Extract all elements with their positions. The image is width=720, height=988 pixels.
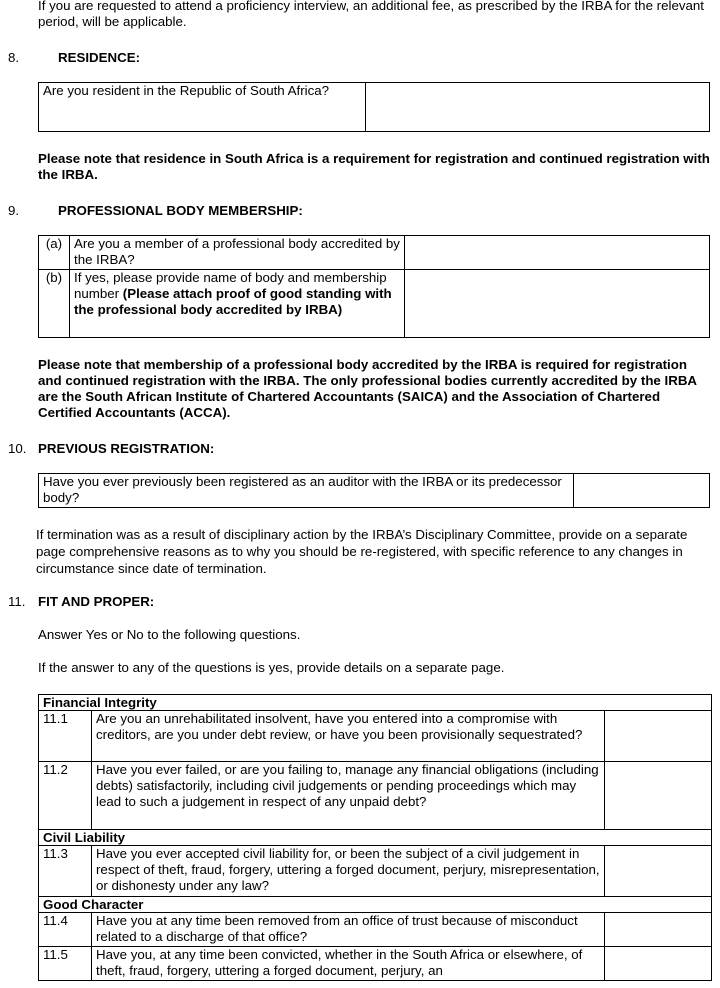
membership-row-b-label: (b) [39, 270, 70, 338]
fit-and-proper-table [38, 694, 712, 981]
question-11-1-text: Are you an unrehabilitated insolvent, have you entered into a compromise with creditors, are you under debt review, or have you been provisionally sequestrated? [92, 711, 605, 762]
section-9-title: PROFESSIONAL BODY MEMBERSHIP: [58, 203, 303, 218]
fit-instruction-2: If the answer to any of the questions is yes, provide details on a separate page. [38, 660, 505, 675]
question-11-2-answer[interactable] [605, 762, 712, 830]
membership-row-a-label: (a) [39, 236, 70, 270]
previous-registration-answer[interactable] [574, 474, 710, 508]
section-9-number: 9. [8, 203, 20, 218]
fit-instruction-1: Answer Yes or No to the following questions. [38, 627, 301, 642]
membership-row-b-answer[interactable] [405, 270, 710, 338]
question-11-2-text: Have you ever failed, or are you failing to, manage any financial obligations (including debts) satisfactorily, including civil judgements or pending proceedings which may lead to such a judgement in respect of any unpaid debt? [92, 762, 605, 830]
question-11-1-answer[interactable] [605, 711, 712, 762]
membership-row-b-text [70, 270, 405, 338]
section-8-title: RESIDENCE: [58, 50, 141, 65]
question-11-4-answer[interactable] [605, 913, 712, 947]
question-11-3-number: 11.3 [39, 846, 92, 897]
question-11-3-answer[interactable] [605, 846, 712, 897]
membership-note: Please note that membership of a professional body accredited by the IRBA is required for registration and continued registration with the IRBA. The only professional bodies currently accredited by the IRBA are the South African Institute of Chartered Accountants (SAICA) and the Association of Chartered Certified Accountants (ACCA). [38, 357, 697, 420]
termination-paragraph: If termination was as a result of disciplinary action by the IRBA’s Disciplinary Committee, provide on a separate page comprehensive reasons as to why you should be re-registered, with specific reference to any changes in circumstance since date of termination. [36, 527, 688, 576]
section-10-title: PREVIOUS REGISTRATION: [38, 441, 215, 456]
question-11-1-number: 11.1 [39, 711, 92, 762]
residence-question-text: Are you resident in the Republic of South Africa? [43, 83, 330, 98]
membership-row-b-question: If yes, please provide name of body and membership number [74, 270, 387, 301]
membership-row-a-answer[interactable] [405, 236, 710, 270]
section-8-number: 8. [8, 50, 20, 65]
residence-answer-field[interactable] [366, 83, 710, 132]
membership-row-a-text: Are you a member of a professional body accredited by the IRBA? [70, 236, 405, 270]
residence-question [39, 83, 366, 132]
residence-table [38, 82, 710, 132]
previous-registration-question: Have you ever previously been registered as an auditor with the IRBA or its predecessor body? [39, 474, 574, 508]
membership-row-b-bold: (Please attach proof of good standing with the professional body accredited by IRBA) [74, 286, 392, 317]
section-11-number: 11. [8, 594, 26, 609]
category-civil-liability: Civil Liability [39, 830, 712, 846]
category-financial-integrity: Financial Integrity [39, 695, 712, 711]
membership-table [38, 235, 710, 338]
question-11-4-number: 11.4 [39, 913, 92, 947]
previous-registration-table [38, 473, 710, 508]
question-11-5-number: 11.5 [39, 947, 92, 981]
question-11-3-text: Have you ever accepted civil liability for, or been the subject of a civil judgement in respect of theft, fraud, forgery, uttering a forged document, perjury, misrepresentation, or dishonesty under any law? [92, 846, 605, 897]
residence-note: Please note that residence in South Africa is a requirement for registration and continued registration with the IRBA. [38, 151, 710, 182]
question-11-2-number: 11.2 [39, 762, 92, 830]
question-11-5-text: Have you, at any time been convicted, whether in the South Africa or elsewhere, of theft, fraud, forgery, uttering a forged document, perjury, an [92, 947, 605, 981]
section-10-number: 10. [8, 441, 27, 456]
section-11-title: FIT AND PROPER: [38, 594, 155, 609]
category-good-character: Good Character [39, 897, 712, 913]
question-11-5-answer[interactable] [605, 947, 712, 981]
intro-text: If you are requested to attend a proficiency interview, an additional fee, as prescribed by the IRBA for the relevant period, will be applicable. [38, 0, 704, 29]
question-11-4-text: Have you at any time been removed from an office of trust because of misconduct related to a discharge of that office? [92, 913, 605, 947]
